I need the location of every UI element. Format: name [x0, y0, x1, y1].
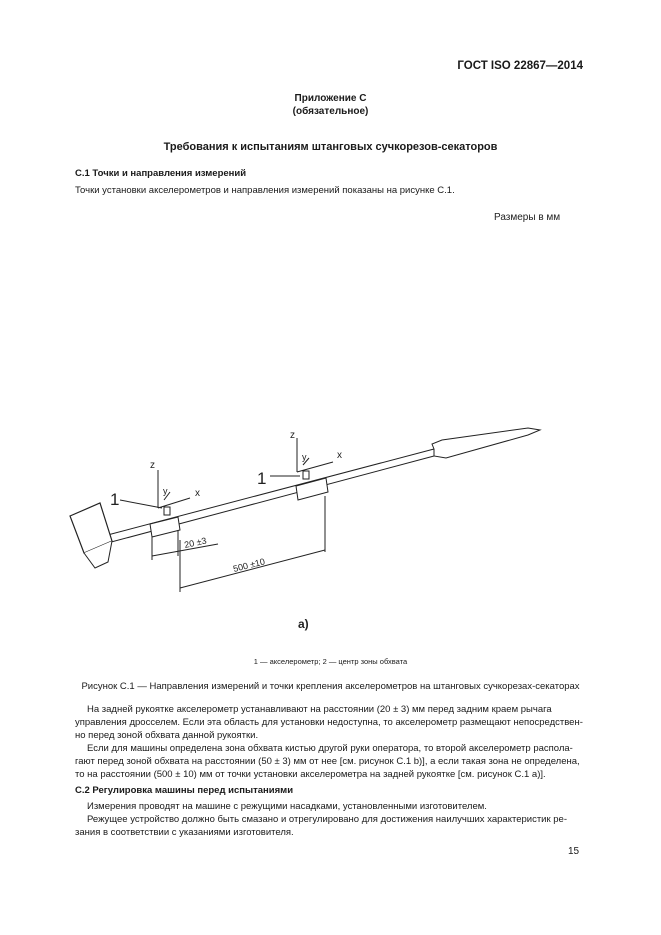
section-2-text — [75, 800, 583, 840]
axis-y-label-a-rear: y — [163, 486, 168, 496]
figure-c1 — [0, 200, 661, 650]
axis-x-label-a-rear: x — [195, 488, 200, 499]
paragraph-rear-accelerometer — [75, 703, 583, 743]
callout-leader-a-rear — [120, 500, 162, 508]
para2-line1: Если для машины определена зона обхвата кистью другой руки оператора, то второй акселерометр распола- — [87, 743, 573, 754]
annex-label: Приложение С — [294, 93, 367, 104]
callout-a-rear: 1 — [110, 490, 120, 509]
section2-line2: Режущее устройство должно быть смазано и отрегулировано для достижения наилучших характеристик ре- — [87, 814, 568, 826]
callout-a-front: 1 — [257, 469, 267, 488]
para1-line1: На задней рукоятке акселерометр устанавливают на расстоянии (20 ± 3) мм перед задним краем рычага — [87, 704, 552, 715]
section-1-heading: С.1 Точки и направления измерений — [75, 168, 247, 179]
document-code: ГОСТ ISO 22867—2014 — [457, 60, 583, 72]
para2-line3: то на расстоянии (500 ± 10) мм от точки установки акселерометра на задней рукоятке [см. рисунок С.1 а)]. — [75, 769, 546, 781]
para1-line3: но перед зоной обхвата данной рукоятки. — [75, 730, 259, 742]
axis-x-a-rear — [158, 498, 190, 508]
cutter-head-a — [432, 428, 540, 458]
dim-a-500: 500 ±10 — [232, 556, 266, 574]
annex-heading — [0, 92, 661, 118]
section-2-heading: С.2 Регулировка машины перед испытаниями — [75, 785, 294, 796]
dim-a-20: 20 ±3 — [183, 535, 208, 550]
page-title: Требования к испытаниям штанговых сучкорезов-секаторов — [163, 141, 498, 153]
figure-legend: 1 — акселерометр; 2 — центр зоны обхвата — [253, 657, 408, 666]
diagram-a-label: a) — [298, 617, 309, 631]
para2-line2: гают перед зоной обхвата на расстоянии (50 ± 3) мм от нее [см. рисунок С.1 b)], а если такая зона не определена, — [75, 756, 580, 768]
paragraph-second-accelerometer — [75, 742, 583, 782]
annex-status: (обязательное) — [292, 106, 369, 117]
figure-caption: Рисунок С.1 — Направления измерений и точки крепления акселерометров на штанговых сучкорезах-секаторах — [81, 681, 580, 692]
axis-x-a-front — [297, 462, 333, 472]
grip-a — [150, 517, 180, 537]
accelerometer-a-rear — [164, 507, 170, 515]
axis-z-label-a-front: z — [290, 430, 295, 441]
page-number: 15 — [568, 846, 580, 857]
section2-line3: зания в соответствии с указаниями изготовителя. — [75, 827, 294, 839]
axis-x-label-a-front: x — [337, 450, 342, 461]
accelerometer-a-front — [303, 471, 309, 479]
section2-line1: Измерения проводят на машине с режущими насадками, установленными изготовителем. — [87, 801, 487, 812]
para1-line2: управления дросселем. Если эта область для установки недоступна, то акселерометр размещают непосредствен- — [75, 717, 583, 729]
dimensions-note: Размеры в мм — [494, 212, 561, 223]
axis-y-label-a-front: y — [302, 452, 307, 462]
section-1-intro: Точки установки акселерометров и направления измерений показаны на рисунке С.1. — [75, 185, 455, 196]
front-collar-a — [296, 478, 328, 500]
axis-z-label-a-rear: z — [150, 460, 155, 471]
